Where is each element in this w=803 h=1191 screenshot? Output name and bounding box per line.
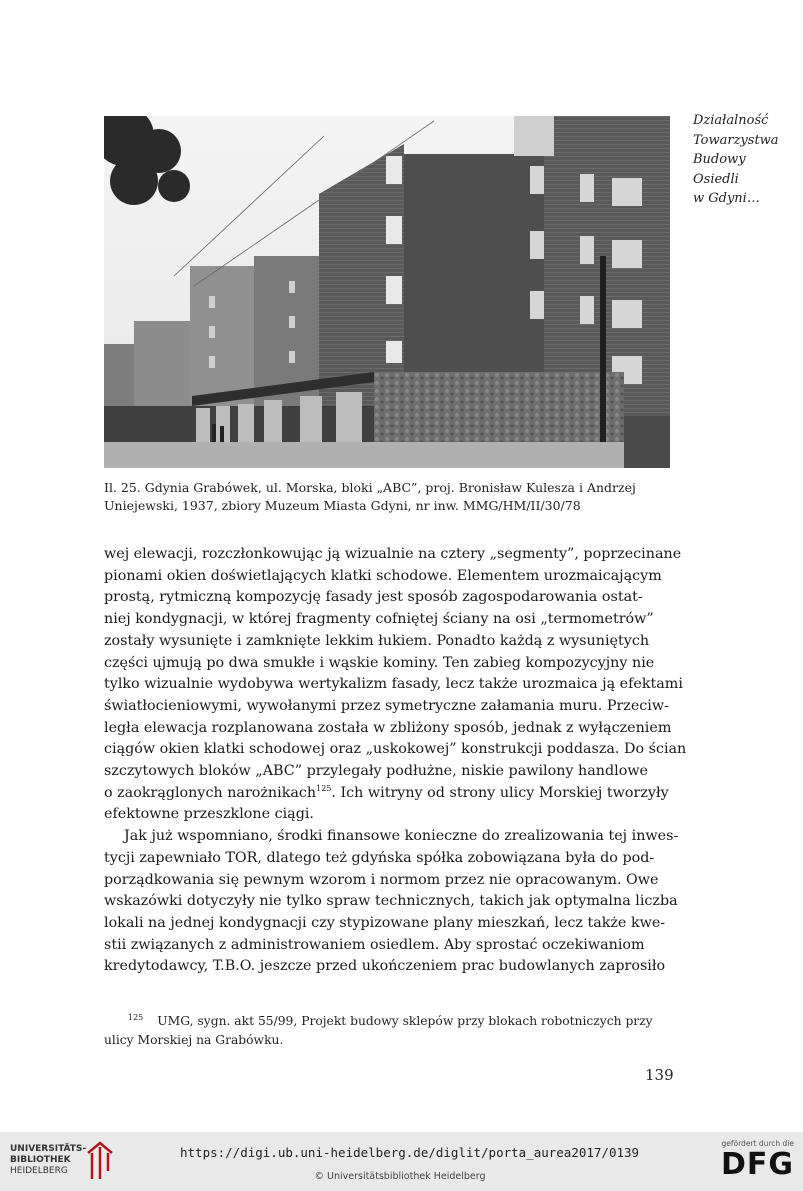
footnote-number: 125 — [128, 1013, 144, 1022]
footnote — [104, 1008, 670, 1050]
text-line: ciągów okien klatki schodowej oraz „uskokowej” konstrukcji poddasza. Do ścian — [104, 741, 687, 758]
text-line: stii związanych z administrowaniem osiedlem. Aby sprostać oczekiwaniom — [104, 936, 645, 953]
running-head-line: Działalność — [693, 113, 769, 128]
text-line: wej elewacji, rozczłonkowując ją wizualnie na cztery „segmenty”, poprzecinane — [104, 546, 682, 562]
text-line: legła elewacja rozplanowana została w zbliżony sposób, jednak z wyłączeniem — [104, 719, 672, 736]
text-fragment: o zaokrąglonych narożnikach — [104, 784, 317, 801]
page-number: 139 — [645, 1066, 674, 1084]
footnote-text: UMG, sygn. akt 55/99, Projekt budowy sklepów przy blokach robotniczych przy — [157, 1014, 653, 1029]
photo-illustration — [104, 116, 670, 468]
body-text — [104, 544, 687, 978]
text-line — [104, 783, 670, 805]
text-line: efektowne przeszklone ciągi. — [104, 806, 314, 823]
running-head-line: Budowy — [693, 152, 746, 167]
text-line: szczytowych bloków „ABC” przylegały podłużne, niskie pawilony handlowe — [104, 763, 649, 780]
text-line: lokali na jednej kondygnacji czy stypizowane plany mieszkań, lecz także kwe- — [104, 914, 666, 931]
paragraph-first-line: Jak już wspomniano, środki finansowe konieczne do zrealizowania tej inwes- — [124, 828, 679, 845]
dfg-logo[interactable] — [712, 1139, 794, 1182]
text-line: niej kondygnacji, w której fragmenty cofniętej ściany na osi „termometrów” — [104, 611, 654, 628]
text-line: zostały wysunięte i zamknięte lekkim łukiem. Ponadto każdą z wysuniętych — [104, 632, 650, 649]
library-emblem-icon — [86, 1141, 116, 1181]
running-head-line: w Gdyni… — [693, 191, 760, 206]
university-library-logo[interactable] — [10, 1144, 120, 1184]
text-line: części ujmują po dwa smukłe i wąskie kominy. Ten zabieg kompozycyjny nie — [104, 654, 655, 671]
copyright-notice: © Universitätsbibliothek Heidelberg — [314, 1171, 486, 1182]
text-line: pionami okien doświetlających klatki schodowe. Elementem urozmaicającym — [104, 567, 662, 584]
running-head — [693, 111, 801, 209]
running-head-line: Osiedli — [693, 171, 739, 187]
text-line: kredytodawcy, T.B.O. jeszcze przed ukończeniem prac budowlanych zaprosiło — [104, 958, 666, 975]
library-name-line: HEIDELBERG — [10, 1166, 68, 1176]
footnote-reference[interactable]: 125 — [316, 783, 332, 793]
footer-bar — [0, 1132, 803, 1191]
text-line: wskazówki dotyczyły nie tylko spraw technicznych, takich jak optymalna liczba — [104, 893, 678, 910]
running-head-line: Towarzystwa — [693, 132, 779, 148]
caption-line: Il. 25. Gdynia Grabówek, ul. Morska, bloki „ABC”, proj. Bronisław Kulesza i Andrzej — [104, 480, 636, 495]
source-url-link[interactable]: https://digi.ub.uni-heidelberg.de/diglit/porta_aurea2017/0139 — [180, 1145, 640, 1160]
library-name-line: BIBLIOTHEK — [10, 1155, 71, 1165]
library-name — [10, 1144, 86, 1177]
historical-photo — [104, 116, 670, 468]
text-line: tylko wizualnie wydobywa wertykalizm fasady, lecz także urozmaica ją efektami — [104, 676, 683, 693]
library-name-line: UNIVERSITÄTS- — [10, 1144, 87, 1154]
footnote-line: ulicy Morskiej na Grabówku. — [104, 1033, 284, 1048]
footnote-line — [104, 1008, 670, 1031]
text-line: tycji zapewniało TOR, dlatego też gdyńska spółka zobowiązana była do pod- — [104, 849, 655, 866]
caption-line: Uniejewski, 1937, zbiory Muzeum Miasta Gdyni, nr inw. MMG/HM/II/30/78 — [104, 498, 581, 513]
dfg-wordmark: DFG — [720, 1147, 794, 1182]
text-line: porządkowania się pewnym wzorom i normom przez nie opracowanym. Owe — [104, 871, 659, 888]
text-fragment: . Ich witryny od strony ulicy Morskiej tworzyły — [331, 784, 669, 801]
figure-caption — [104, 479, 674, 515]
text-line: światłocieniowymi, wywołanymi przez symetryczne załamania muru. Przeciw- — [104, 697, 669, 714]
funded-by-label: gefördert durch die — [721, 1139, 794, 1148]
text-line: prostą, rytmiczną kompozycję fasady jest sposób zagospodarowania ostat- — [104, 589, 643, 606]
